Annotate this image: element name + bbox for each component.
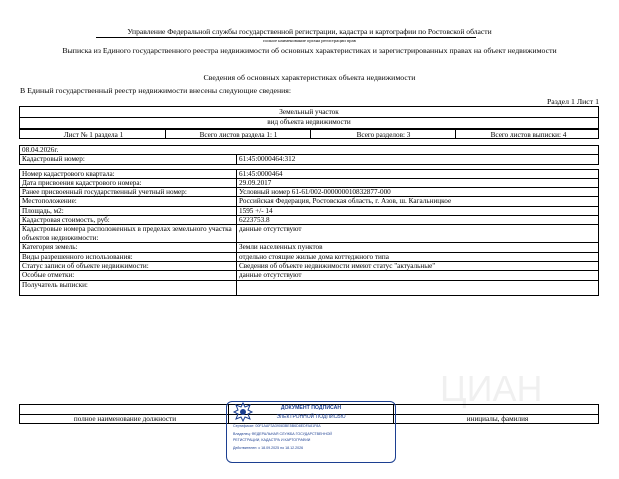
row-value: Земли населенных пунктов xyxy=(237,243,599,252)
row-label: Ранее присвоенный государственный учетный номер: xyxy=(20,188,237,197)
row-value: Условный номер 61-61/002-000000010832877-000 xyxy=(237,188,599,197)
table-row xyxy=(20,178,599,187)
row-label: Местоположение: xyxy=(20,197,237,206)
row-label: Виды разрешенного использования: xyxy=(20,252,237,261)
sheet-number: Лист № 1 раздела 1 xyxy=(63,131,124,139)
stamp-owner: Владелец: ФЕДЕРАЛЬНАЯ СЛУЖБА ГОСУДАРСТВЕННОЙ xyxy=(233,432,332,436)
position-caption: полное наименование должности xyxy=(73,415,177,423)
object-type: Земельный участок xyxy=(279,108,339,116)
row-value: 29.09.2017 xyxy=(237,178,599,187)
section-label: Раздел 1 Лист 1 xyxy=(546,97,599,106)
row-value: 61:45:0000464 xyxy=(237,169,599,178)
row-label: Кадастровые номера расположенных в пределах земельного участка объектов недвижимости: xyxy=(20,225,237,243)
table-row xyxy=(20,252,599,261)
stamp-certificate: Сертификат: 00F1AAF3A39083BE5B6D8EDFA81F8A xyxy=(233,424,321,428)
emblem-icon xyxy=(232,401,254,423)
agency-caption: полное наименование органа регистрации прав xyxy=(263,38,356,43)
row-value xyxy=(237,280,599,295)
stamp-title: ДОКУМЕНТ ПОДПИСАН xyxy=(280,405,342,411)
watermark: ЦИАН xyxy=(440,368,543,409)
table-row xyxy=(20,197,599,206)
table-row xyxy=(20,155,599,164)
row-label: Статус записи об объекте недвижимости: xyxy=(20,261,237,270)
table-row xyxy=(20,261,599,270)
row-value: данные отсутствуют xyxy=(237,271,599,280)
extract-title: Выписка из Единого государственного реестра недвижимости об основных характеристиках и зарегистрированных правах на объект недвижимости xyxy=(62,46,557,55)
table-row xyxy=(20,206,599,215)
row-label: Дата присвоения кадастрового номера: xyxy=(20,178,237,187)
row-label: Особые отметки: xyxy=(20,271,237,280)
sheets-row xyxy=(19,129,599,139)
table-row xyxy=(20,243,599,252)
info-title: Сведения об основных характеристиках объекта недвижимости xyxy=(203,73,416,82)
row-label: Категория земель: xyxy=(20,243,237,252)
table-row xyxy=(20,188,599,197)
stamp-validity: Действителен: с 18.09.2025 по 18.12.2026 xyxy=(233,446,304,450)
row-label: Номер кадастрового квартала: xyxy=(20,169,237,178)
row-label: Кадастровая стоимость, руб: xyxy=(20,216,237,225)
sheets-total-extract: Всего листов выписки: 4 xyxy=(490,131,567,139)
object-type-box xyxy=(19,106,599,129)
table-row xyxy=(20,271,599,280)
row-label: Кадастровый номер: xyxy=(20,155,237,164)
row-value: 6223753.8 xyxy=(237,216,599,225)
table-row xyxy=(20,169,599,178)
name-caption: инициалы, фамилия xyxy=(466,415,529,423)
stamp-owner-line2: РЕГИСТРАЦИИ, КАДАСТРА И КАРТОГРАФИИ xyxy=(233,438,311,442)
sheets-total-section: Всего листов раздела 1: 1 xyxy=(199,131,278,139)
sheets-total-sections: Всего разделов: 3 xyxy=(356,131,411,139)
object-type-caption: вид объекта недвижимости xyxy=(267,118,351,126)
table-row xyxy=(20,216,599,225)
row-value: данные отсутствуют xyxy=(237,225,599,243)
row-value: отдельно стоящие жилые дома коттеджного типа xyxy=(237,252,599,261)
intro-text: В Единый государственный реестр недвижимости внесены следующие сведения: xyxy=(20,86,292,95)
row-label: Площадь, м2: xyxy=(20,206,237,215)
stamp-subtitle: ЭЛЕКТРОННОЙ ПОДПИСЬЮ xyxy=(276,414,346,420)
row-value: Российская Федерация, Ростовская область, г. Азов, ш. Кагальницкое xyxy=(237,197,599,206)
row-label: Получатель выписки: xyxy=(20,280,237,295)
date-row xyxy=(20,146,599,155)
row-value: 61:45:0000464:312 xyxy=(237,155,599,164)
agency-name: Управление Федеральной службы государственной регистрации, кадастра и картографии по Ростовской области xyxy=(127,27,492,36)
characteristics-table xyxy=(19,145,599,296)
row-value: Сведения об объекте недвижимости имеют статус "актуальные" xyxy=(237,261,599,270)
table-row xyxy=(20,280,599,295)
row-value: 1595 +/- 14 xyxy=(237,206,599,215)
extract-date: 08.04.2026г. xyxy=(20,146,599,155)
table-row xyxy=(20,225,599,243)
